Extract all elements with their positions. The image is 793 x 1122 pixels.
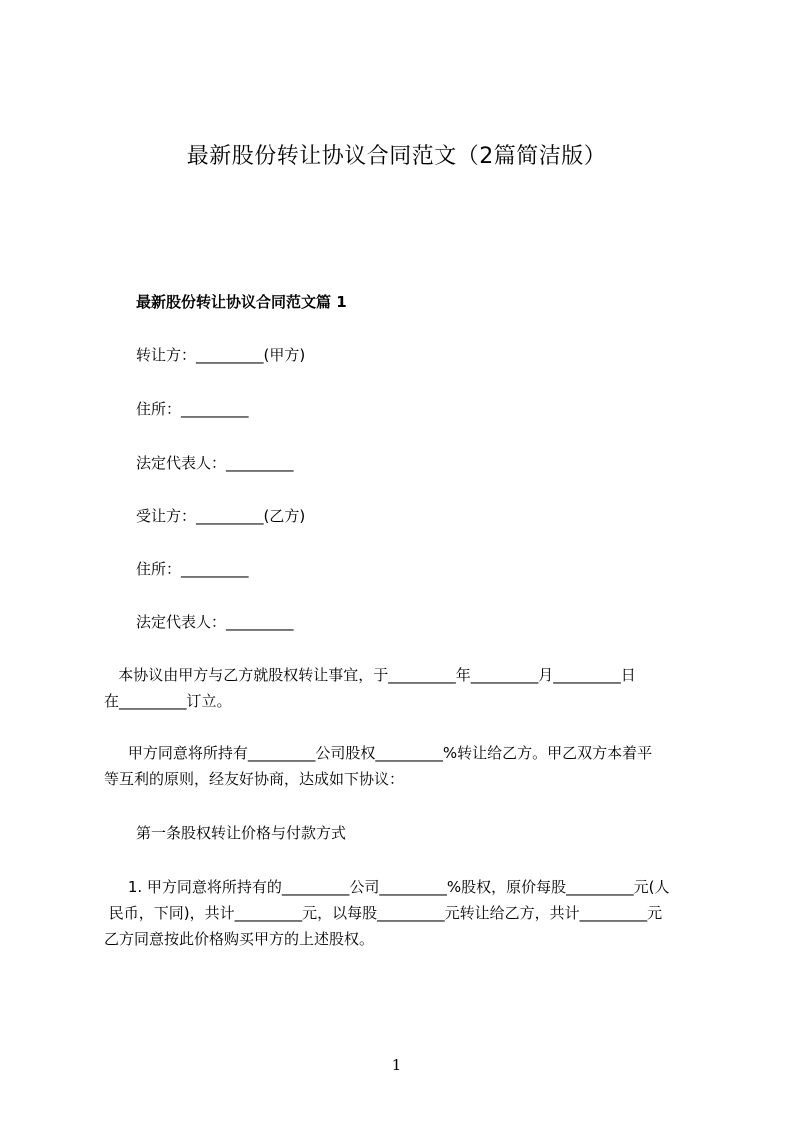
transferee-representative-field: 法定代表人：_________ <box>136 613 294 631</box>
transferor-field: 转让方：_________(甲方) <box>136 346 306 364</box>
paragraph-line: 民币，下同)，共计_________元，以每股_________元转让给乙方，共计_________元 <box>104 904 663 922</box>
document-title: 最新股份转让协议合同范文（2篇简洁版） <box>186 144 607 169</box>
share-transfer-paragraph <box>104 740 704 792</box>
agreement-date-paragraph <box>104 662 704 714</box>
article-1-item-1 <box>104 874 704 952</box>
transferee-address-field: 住所：_________ <box>136 560 249 578</box>
paragraph-line: 乙方同意按此价格购买甲方的上述股权。 <box>104 930 375 948</box>
transferor-representative-field: 法定代表人：_________ <box>136 454 294 472</box>
paragraph-line: 甲方同意将所持有_________公司股权_________%转让给乙方。甲乙双方本着平 <box>104 744 653 762</box>
page-number: 1 <box>391 1056 402 1074</box>
transferor-address-field: 住所：_________ <box>136 400 249 418</box>
section-heading: 最新股份转让协议合同范文篇 1 <box>136 293 347 311</box>
paragraph-line: 1. 甲方同意将所持有的_________公司_________%股权，原价每股_________元(人 <box>104 878 670 896</box>
paragraph-line: 在_________订立。 <box>104 692 232 710</box>
paragraph-line: 本协议由甲方与乙方就股权转让事宜，于_________年_________月_________日 <box>104 666 636 684</box>
paragraph-line: 等互利的原则，经友好协商，达成如下协议： <box>104 770 405 788</box>
transferee-field: 受让方：_________(乙方) <box>136 507 306 525</box>
article-1-heading: 第一条股权转让价格与付款方式 <box>136 824 347 842</box>
